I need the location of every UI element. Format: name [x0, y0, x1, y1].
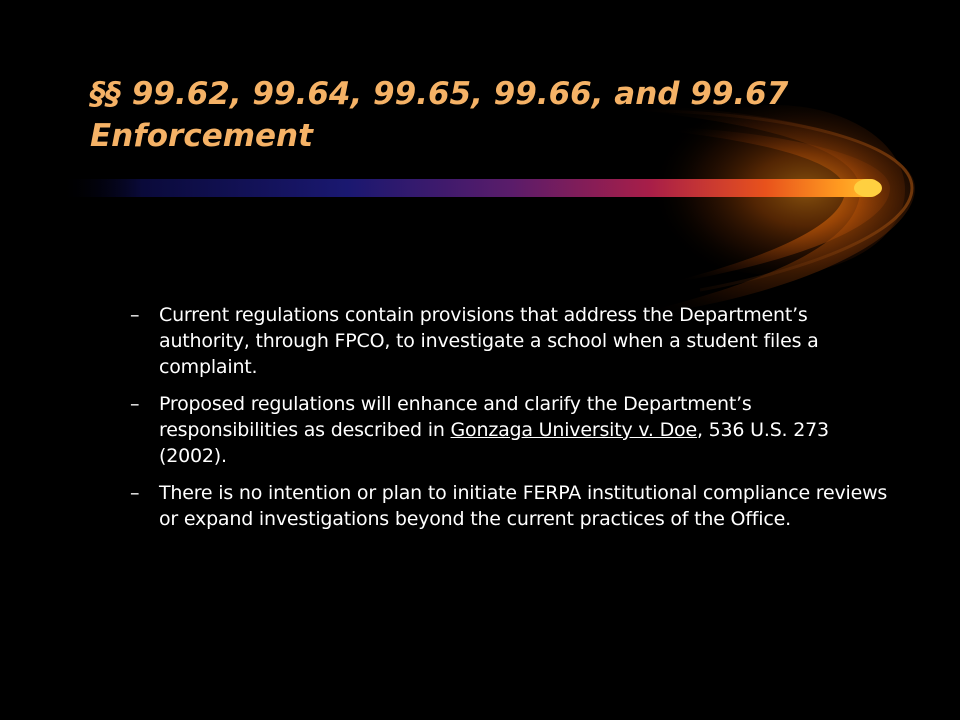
case-citation: Gonzaga University v. Doe: [450, 419, 697, 441]
bullet-text: Current regulations contain provisions that address the Department’s authority, through FPCO, to investigate a school when a student files a complaint.: [159, 304, 819, 378]
bullet-dash: –: [130, 393, 140, 415]
bullet-text: There is no intention or plan to initiate FERPA institutional compliance reviews or expand investigations beyond the current practices of the Office.: [159, 482, 888, 530]
bullet-item-3: [130, 480, 890, 532]
slide-title: [90, 73, 910, 157]
bullet-dash: –: [130, 482, 140, 504]
bullet-dash: –: [130, 304, 140, 326]
bullet-list: [130, 302, 890, 543]
title-line-2: Enforcement: [90, 118, 313, 154]
bullet-item-2: [130, 391, 890, 469]
bullet-item-1: [130, 302, 890, 380]
bullet-text-pre: Proposed regulations will enhance and clarify the Department’s responsibilities as described in: [159, 393, 752, 441]
bullet-text-post: , 536 U.S. 273 (2002).: [159, 419, 829, 467]
title-line-1: §§ 99.62, 99.64, 99.65, 99.66, and 99.67: [90, 76, 789, 112]
